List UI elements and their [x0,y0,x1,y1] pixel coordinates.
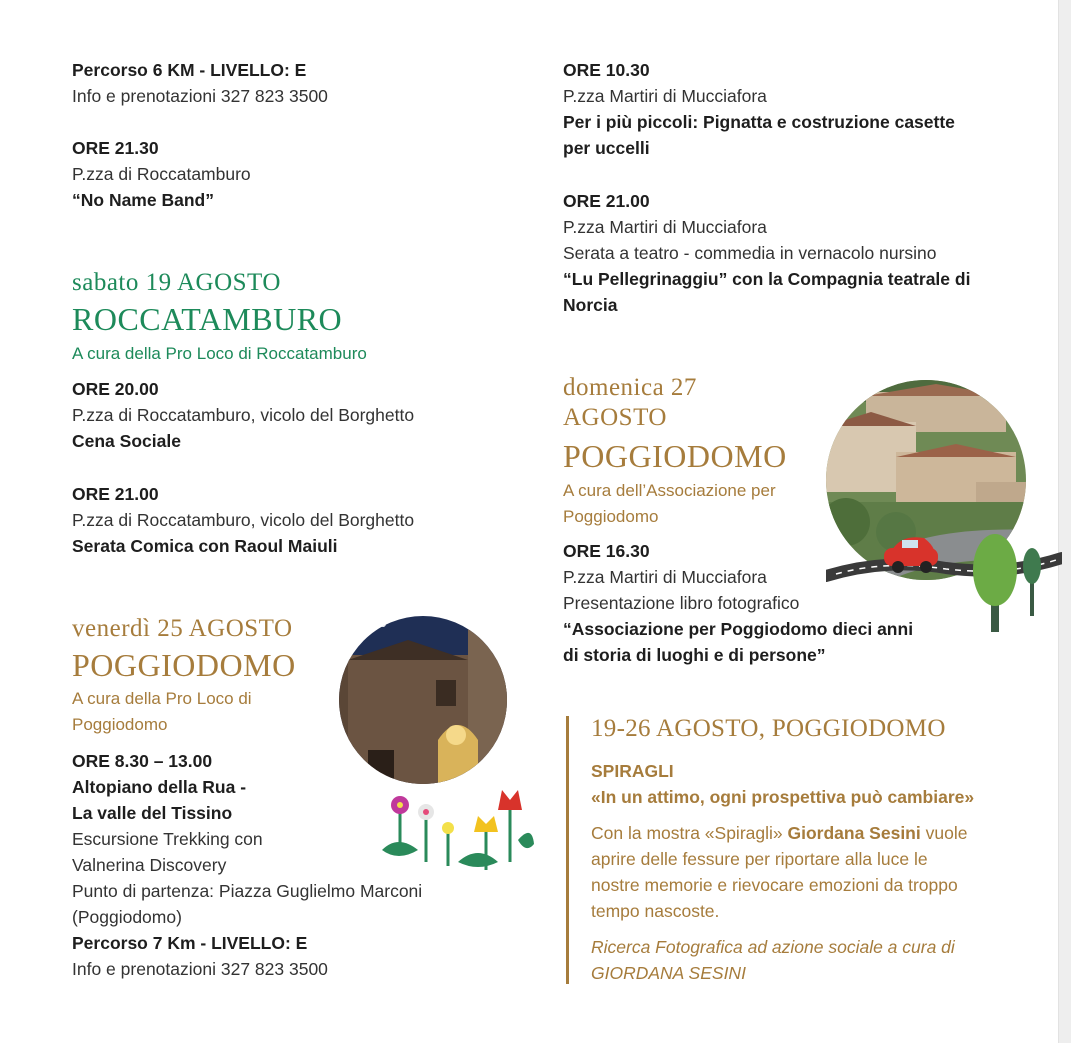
event-time: ORE 21.30 [72,138,159,158]
event-place: P.zza Martiri di Mucciafora [563,217,767,237]
exhibition-credit: GIORDANA SESINI [591,963,746,983]
event-title: “Lu Pellegrinaggiu” con la Compagnia teatrale di [563,269,971,289]
info-text: Info e prenotazioni 327 823 3500 [72,959,328,979]
event-title: “No Name Band” [72,190,214,210]
section-day-sabato: sabato 19 AGOSTO [72,269,281,296]
event-desc: Valnerina Discovery [72,855,227,875]
event-place: P.zza di Roccatamburo, vicolo del Borghetto [72,510,415,530]
percorso-text: Percorso 6 KM - LIVELLO: E [72,60,307,80]
section-day-domenica [563,373,697,433]
event-time: ORE 16.30 [563,541,650,561]
exhibition-motto: «In un attimo, ogni prospettiva può cambiare» [591,787,975,807]
section-curator [563,478,776,530]
right-events-top [563,57,970,318]
exhibition-body [591,758,974,986]
tulip-flowers-icon [382,790,534,870]
curator-line: Poggiodomo [72,715,168,734]
event-time: ORE 21.00 [72,484,159,504]
text-part: vuole [925,823,968,843]
event-desc: Punto di partenza: Piazza Guglielmo Marconi [72,881,423,901]
event-place: P.zza Martiri di Mucciafora [563,567,767,587]
event-time: ORE 20.00 [72,379,159,399]
exhibition-text-line: nostre memorie e rievocare emozioni da troppo [591,875,958,895]
tree-icon [973,534,1041,632]
exhibition-text-line: tempo nascoste. [591,901,720,921]
day-line: AGOSTO [563,404,667,431]
event-desc: Presentazione libro fotografico [563,593,800,613]
exhibition-text-line: aprire delle fessure per riportare alla luce le [591,849,928,869]
percorso-text: Percorso 7 Km - LIVELLO: E [72,933,308,953]
event-title: “Associazione per Poggiodomo dieci anni [563,619,914,639]
section-curator [72,686,252,738]
event-desc: Serata a teatro - commedia in vernacolo nursino [563,243,937,263]
event-title: Altopiano della Rua - [72,777,247,797]
curator-line: Poggiodomo [563,507,659,526]
event-place: P.zza di Roccatamburo, vicolo del Borghetto [72,405,415,425]
exhibition-text-line [591,820,974,846]
village-night-photo [338,600,538,880]
section-town-poggiodomo: POGGIODOMO [563,438,787,474]
village-day-photo [826,362,1062,638]
day-line: domenica 27 [563,374,697,401]
event-title: per uccelli [563,138,650,158]
text-part: Con la mostra «Spiragli» [591,823,783,843]
event-title: Norcia [563,295,618,315]
exhibition-title: SPIRAGLI [591,761,674,781]
info-text: Info e prenotazioni 327 823 3500 [72,86,328,106]
event-desc: Escursione Trekking con [72,829,263,849]
curator-line: A cura dell’Associazione per [563,481,776,500]
event-desc: (Poggiodomo) [72,907,182,927]
event-title: Cena Sociale [72,431,181,451]
event-title: Serata Comica con Raoul Maiuli [72,536,338,556]
exhibition-accent-bar [566,716,569,984]
section-town-roccatamburo: ROCCATAMBURO [72,301,343,337]
top-left-block [72,57,328,213]
event-title: La valle del Tissino [72,803,233,823]
section-day-venerdi: venerdì 25 AGOSTO [72,615,293,642]
event-time: ORE 8.30 – 13.00 [72,751,213,771]
event-title: Per i più piccoli: Pignatta e costruzione casette [563,112,955,132]
sabato-events [72,376,414,559]
event-place: P.zza di Roccatamburo [72,164,251,184]
event-title: di storia di luoghi e di persone” [563,645,826,665]
section-town-poggiodomo: POGGIODOMO [72,647,296,683]
event-time: ORE 21.00 [563,191,650,211]
event-place: P.zza Martiri di Mucciafora [563,86,767,106]
artist-name: Giordana Sesini [787,823,921,843]
section-curator: A cura della Pro Loco di Roccatamburo [72,344,367,363]
exhibition-credit: Ricerca Fotografica ad azione sociale a cura di [591,937,955,957]
curator-line: A cura della Pro Loco di [72,689,252,708]
exhibition-heading: 19-26 AGOSTO, POGGIODOMO [591,715,946,742]
event-time: ORE 10.30 [563,60,650,80]
